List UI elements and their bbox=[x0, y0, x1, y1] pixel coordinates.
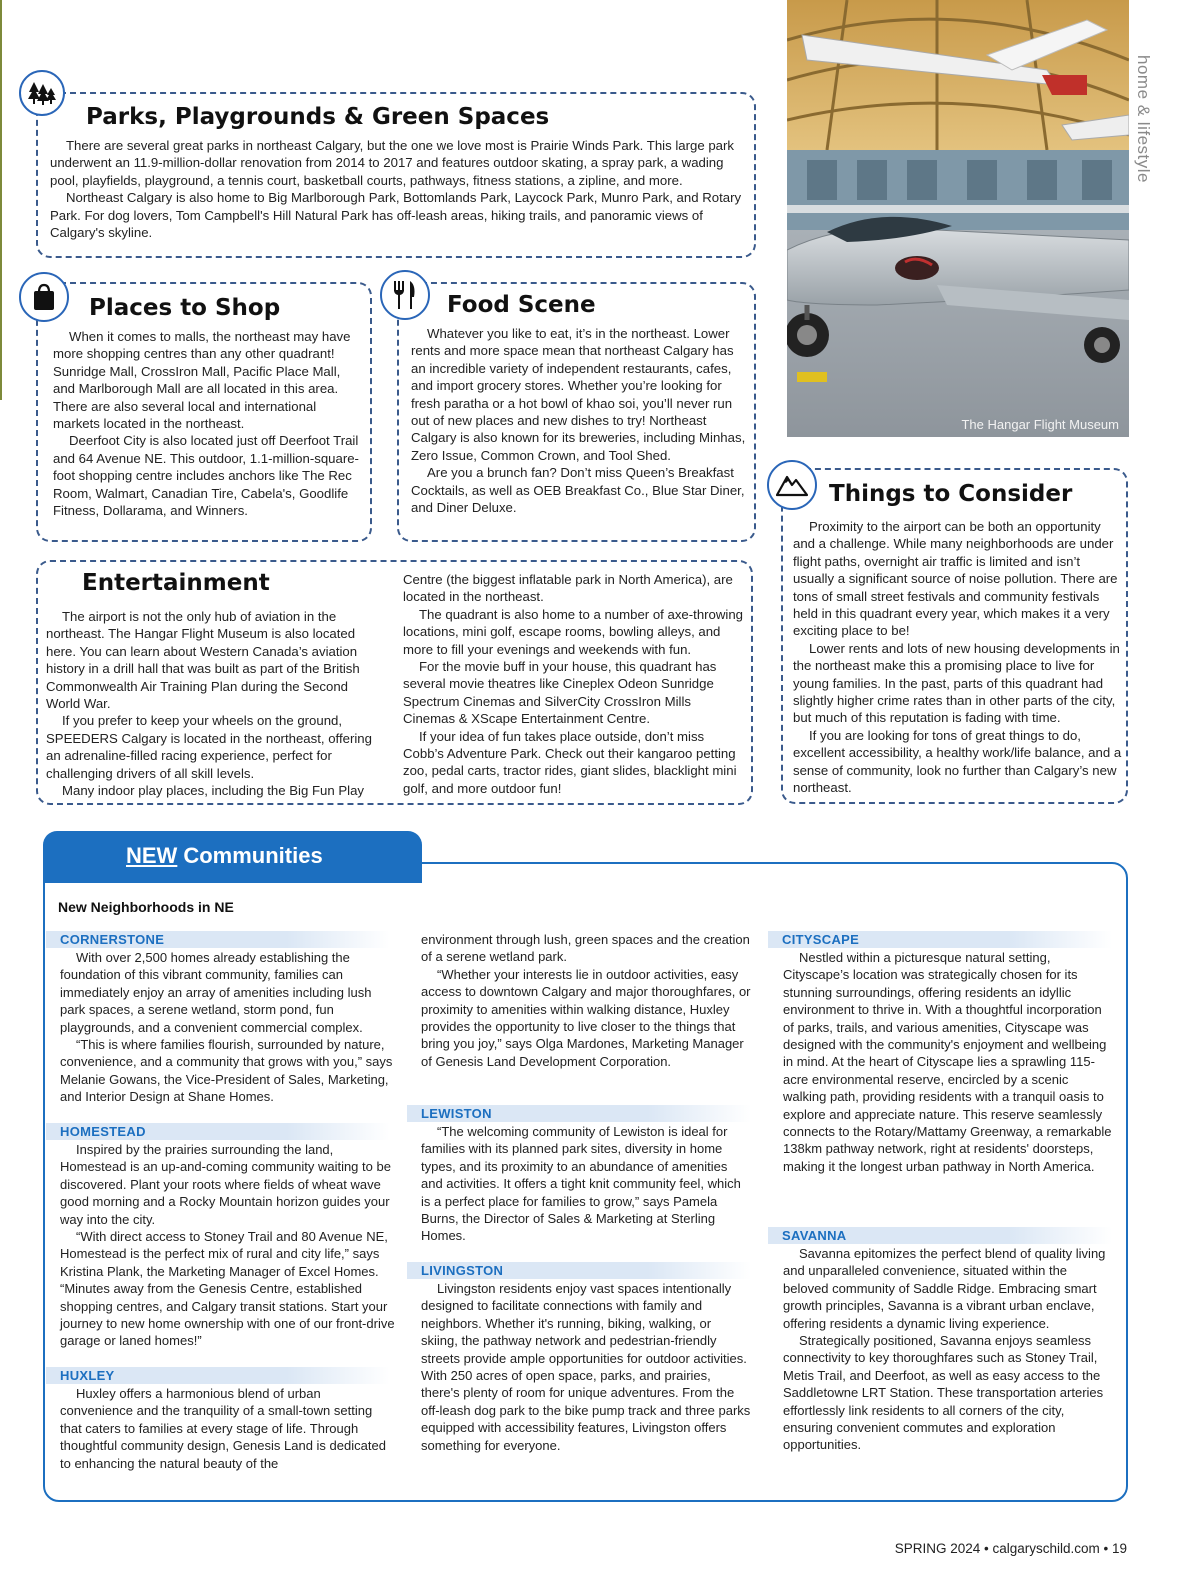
homestead-text bbox=[60, 1141, 395, 1350]
section-side-label: home & lifestyle bbox=[1134, 55, 1153, 183]
huxley-heading: HUXLEY bbox=[46, 1367, 390, 1384]
parks-paragraph: Northeast Calgary is also home to Big Marlborough Park, Bottomlands Park, Laycock Park, Munro Park, and Rotary Park. For dog lovers, Tom Campbell's Hill Natural Park has off-leash areas, hiking trails, and panoramic views of Calgary's skyline. bbox=[50, 190, 742, 241]
parks-paragraph: There are several great parks in northeast Calgary, but the one we love most is Prairie Winds Park. This large park underwent an 11.9-million-dollar renovation from 2014 to 2017 and features outdoor skating, a spray park, a wading pool, playfields, playground, a tennis court, basketball courts, pathways, fitness stations, a zipline, and more. bbox=[50, 138, 734, 188]
livingston-text bbox=[421, 1280, 751, 1454]
huxley-text-col2 bbox=[421, 931, 751, 1070]
cornerstone-heading: CORNERSTONE bbox=[46, 931, 390, 948]
huxley-paragraph: environment through lush, green spaces and the creation of a serene wetland park. bbox=[421, 932, 750, 965]
huxley-paragraph: Huxley offers a harmonious blend of urban convenience and the tranquility of a small-town setting that caters to families at every stage of life. Through thoughtful community design, Genesis Land is dedicated to enhancing the natural beauty of the bbox=[60, 1386, 386, 1471]
lewiston-heading: LEWISTON bbox=[407, 1105, 751, 1122]
entertainment-paragraph: For the movie buff in your house, this quadrant has several movie theatres like Cineplex Odeon Sunridge Spectrum Cinemas and SilverCity CrossIron Mills Cinemas & XScape Entertainment Centre. bbox=[403, 659, 717, 727]
shop-paragraph: Deerfoot City is also located just off Deerfoot Trail and 64 Avenue NE. This outdoor, 1.1-million-square-foot shopping centre includes anchors like The Rec Room, Walmart, Canadian Tire, Cabela's, Goodlife Fitness, Dollarama, and Winners. bbox=[53, 433, 359, 519]
page-edge-strip bbox=[0, 0, 2, 400]
consider-paragraph: Lower rents and lots of new housing developments in the northeast make this a promising place to live for young families. In the past, parts of this quadrant had slightly higher crime rates than in other parts of the city, but much of this reputation is fading with time. bbox=[793, 640, 1120, 726]
entertainment-paragraph: Centre (the biggest inflatable park in North America), are located in the northeast. bbox=[403, 572, 733, 605]
food-paragraph: Whatever you like to eat, it’s in the northeast. Lower rents and more space mean that northeast Calgary has an incredible variety of independent restaurants, cafes, and import grocery stores. Whether you’re looking for fresh paratha or a hot bowl of khao soi, you’ll never run out of new places and new dishes to try! Northeast Calgary is also known for its breweries, including Minhas, Zero Issue, Common Crown, and Tool Shed. bbox=[411, 326, 746, 463]
entertainment-paragraph: The quadrant is also home to a number of axe-throwing locations, mini golf, escape rooms, bowling alleys, and more to fill your evenings and weekends with fun. bbox=[403, 606, 744, 657]
entertainment-text-col2 bbox=[403, 571, 743, 797]
consider-paragraph: If you are looking for tons of great things to do, excellent accessibility, a healthy work/life balance, and a sense of community, look no further than Calgary’s new northeast. bbox=[793, 727, 1122, 796]
cityscape-paragraph: Nestled within a picturesque natural setting, Cityscape’s location was strategically chosen for its stunning surroundings, offering residents an idyllic environment to thrive in. With a thoughtful incorporation of parks, trails, and various amenities, Cityscape was designed with the community's enjoyment and wellbeing in mind. At the heart of Cityscape lies a sprawling 115-acre environmental reserve, encircled by a scenic walking path, providing residents with a tranquil oasis to explore and appreciate nature. This reserve seamlessly connects to the Rotary/Mattamy Greenway, a remarkable 138km pathway network, right at residents' doorsteps, making it the longest urban pathway in North America. bbox=[783, 950, 1112, 1174]
parks-heading: Parks, Playgrounds & Green Spaces bbox=[86, 104, 550, 130]
homestead-paragraph: “With direct access to Stoney Trail and 80 Avenue NE, Homestead is the perfect mix of rural and city life,” says Kristina Plank, the Marketing Manager of Excel Homes. “Minutes away from the Genesis Centre, established shopping centres, and Calgary transit stations. Start your journey to new home ownership with one of our front-drive garage or laned homes!” bbox=[60, 1229, 395, 1349]
shopping-bag-icon bbox=[19, 272, 69, 322]
savanna-heading: SAVANNA bbox=[768, 1227, 1112, 1244]
trees-icon bbox=[19, 70, 65, 116]
shop-paragraph: When it comes to malls, the northeast may have more shopping centres than any other quadrant! Sunridge Mall, CrossIron Mall, Pacific Place Mall, and Marlborough Mall are all located in this area. There are also several local and international markets located in the northeast. bbox=[53, 329, 351, 432]
huxley-text-col1 bbox=[60, 1385, 395, 1472]
entertainment-heading: Entertainment bbox=[82, 570, 270, 596]
fork-knife-icon bbox=[380, 270, 430, 320]
savanna-paragraph: Savanna epitomizes the perfect blend of quality living and unparalleled convenience, situated within the beloved community of Saddle Ridge. Embracing smart growth principles, Savanna is a vibrant urban enclave, offering residents a dynamic living experience. bbox=[783, 1246, 1106, 1331]
consider-text bbox=[793, 518, 1123, 797]
airplane-hangar-image bbox=[787, 0, 1129, 437]
shop-heading: Places to Shop bbox=[89, 295, 281, 321]
hangar-photo bbox=[787, 0, 1129, 437]
lewiston-text bbox=[421, 1123, 751, 1245]
food-paragraph: Are you a brunch fan? Don’t miss Queen’s Breakfast Cocktails, as well as OEB Breakfast Co., Blue Star Diner, and Diner Deluxe. bbox=[411, 465, 745, 516]
lewiston-paragraph: “The welcoming community of Lewiston is ideal for families with its planned park sites, diversity in home types, and its proximity to an abundance of amenities and activities. It offers a tight knit community feel, which is a perfect place for families to grow,” says Pamela Burns, the Director of Sales & Marketing at Sterling Homes. bbox=[421, 1124, 741, 1244]
cityscape-text bbox=[783, 949, 1113, 1175]
entertainment-text-col1 bbox=[46, 608, 376, 799]
entertainment-paragraph: If your idea of fun takes place outside, don’t miss Cobb’s Adventure Park. Check out their kangaroo petting zoo, pedal carts, tractor rides, giant slides, blacklight mini golf, and more outdoor fun! bbox=[403, 728, 737, 796]
livingston-heading: LIVINGSTON bbox=[407, 1262, 751, 1279]
page-footer: SPRING 2024 • calgaryschild.com • 19 bbox=[894, 1541, 1127, 1556]
livingston-paragraph: Livingston residents enjoy vast spaces intentionally designed to facilitate connections with family and neighbors. Whether it's running, biking, walking, or skiing, the pathway network and pedestrian-friendly streets provide ample opportunities for outdoor activities. With 250 acres of open space, parks, and prairies, there's plenty of room for unique adventures. From the off-leash dog park to the bike pump track and three parks equipped with accessibility features, Livingston offers something for everyone. bbox=[421, 1281, 751, 1453]
photo-caption: The Hangar Flight Museum bbox=[961, 417, 1119, 432]
food-heading: Food Scene bbox=[447, 292, 596, 318]
food-text bbox=[411, 325, 751, 516]
homestead-paragraph: Inspired by the prairies surrounding the land, Homestead is an up-and-coming community waiting to be discovered. Plant your roots where fields of wheat wave good morning and a Rocky Mountain horizon guides your way into the city. bbox=[60, 1142, 391, 1227]
cornerstone-paragraph: With over 2,500 homes already establishing the foundation of this vibrant community, families can immediately enjoy an array of amenities including lush park spaces, a serene wetland, storm pond, fun playgrounds, and a convenient commercial complex. bbox=[60, 950, 372, 1035]
shop-text bbox=[53, 328, 363, 519]
consider-heading: Things to Consider bbox=[829, 481, 1073, 507]
parks-text bbox=[50, 137, 742, 241]
title-new: NEW bbox=[126, 843, 178, 868]
mountain-icon bbox=[767, 460, 817, 510]
homestead-heading: HOMESTEAD bbox=[46, 1123, 390, 1140]
huxley-paragraph: “Whether your interests lie in outdoor activities, easy access to downtown Calgary and major thoroughfares, or proximity to amenities within walking distance, Huxley provides the opportunity to live closer to the things that bring you joy,” says Olga Mardones, Marketing Manager of Genesis Land Development Corporation. bbox=[421, 966, 751, 1069]
entertainment-paragraph: If you prefer to keep your wheels on the ground, SPEEDERS Calgary is located in the northeast, offering an adrenaline-filled racing experience, perfect for challenging drivers of all skill levels. bbox=[46, 713, 372, 781]
consider-paragraph: Proximity to the airport can be both an opportunity and a challenge. While many neighborhoods are under flight paths, overnight air traffic is limited and isn’t usually a significant source of noise pollution. There are tons of small street festivals and community festivals held in this quadrant every year, which makes it a very exciting place to be! bbox=[793, 519, 1118, 639]
cornerstone-text bbox=[60, 949, 395, 1106]
entertainment-paragraph: Many indoor play places, including the Big Fun Play bbox=[62, 783, 365, 799]
new-communities-subtitle: New Neighborhoods in NE bbox=[58, 899, 234, 915]
savanna-text bbox=[783, 1245, 1113, 1454]
title-communities: Communities bbox=[183, 843, 323, 868]
new-communities-title bbox=[126, 843, 323, 869]
savanna-paragraph: Strategically positioned, Savanna enjoys seamless connectivity to key thoroughfares such as Stoney Trail, Metis Trail, and Deerfoot, as well as easy access to the Saddletowne LRT Station. These transportation arteries effortlessly link residents to all corners of the city, ensuring convenient commutes and exploration opportunities. bbox=[783, 1333, 1104, 1453]
cityscape-heading: CITYSCAPE bbox=[768, 931, 1112, 948]
entertainment-paragraph: The airport is not the only hub of aviation in the northeast. The Hangar Flight Museum is also located here. You can learn about Western Canada’s aviation history in a drill hall that was built as part of the British Commonwealth Air Training Plan during the Second World War. bbox=[46, 609, 360, 712]
cornerstone-paragraph: “This is where families flourish, surrounded by nature, convenience, and a community that grows with you,” says Melanie Gowans, the Vice-President of Sales, Marketing, and Interior Design at Shane Homes. bbox=[60, 1037, 393, 1105]
